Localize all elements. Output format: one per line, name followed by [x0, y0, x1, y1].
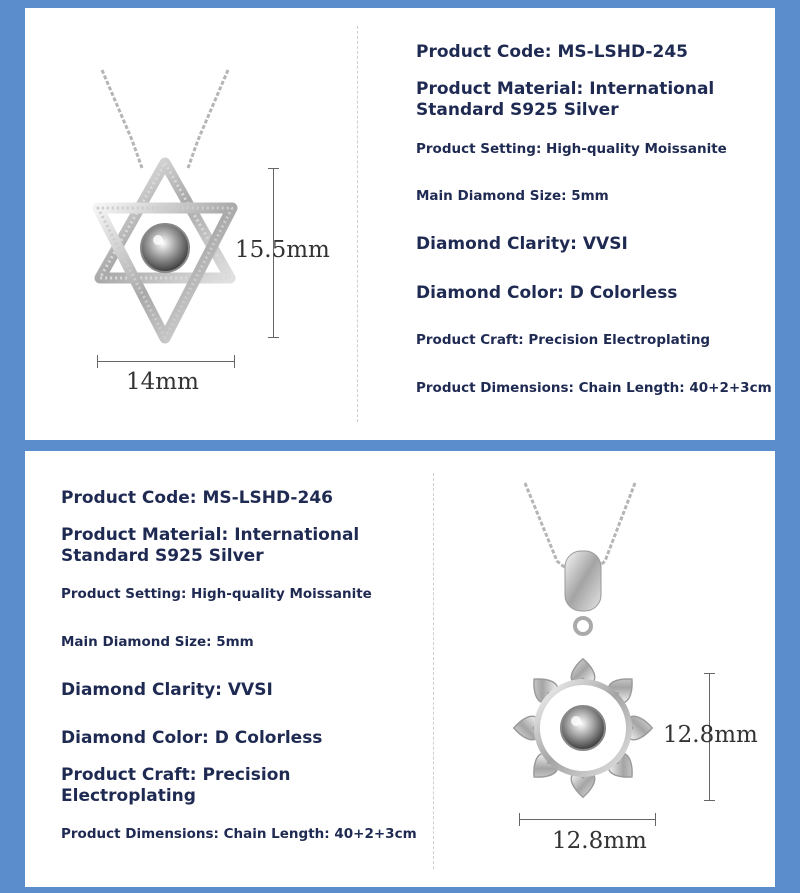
product-dimensions: Product Dimensions: Chain Length: 40+2+3cm [416, 380, 772, 396]
product-setting: Product Setting: High-quality Moissanite [61, 586, 372, 602]
product-craft: Product Craft: Precision Electroplating [416, 332, 711, 348]
height-dimension-label: 15.5mm [235, 237, 330, 263]
diamond-color: Diamond Color: D Colorless [61, 728, 323, 748]
heart-petal-icon [514, 716, 538, 740]
product-craft-line1: Product Craft: Precision [61, 765, 291, 785]
product-material-line1: Product Material: International [416, 79, 715, 99]
width-dimension-cap-right [234, 355, 235, 368]
width-dimension-line [97, 361, 235, 362]
height-dimension-cap-bottom [704, 800, 715, 801]
width-dimension-cap-left [519, 813, 520, 826]
diamond-clarity: Diamond Clarity: VVSI [61, 680, 273, 700]
heart-petal-icon [629, 716, 653, 740]
product-setting: Product Setting: High-quality Moissanite [416, 141, 727, 157]
product-panel-1 [25, 8, 775, 440]
main-diamond-size: Main Diamond Size: 5mm [416, 188, 609, 204]
width-dimension-label: 12.8mm [552, 828, 647, 854]
sunflower-heart-pendant-icon [495, 481, 675, 811]
product-material-line2: Standard S925 Silver [61, 546, 264, 566]
product-dimensions: Product Dimensions: Chain Length: 40+2+3cm [61, 826, 417, 842]
width-dimension-line [519, 819, 656, 820]
height-dimension-label: 12.8mm [663, 722, 758, 748]
divider [357, 26, 358, 422]
diamond-clarity: Diamond Clarity: VVSI [416, 234, 628, 254]
diamond-color: Diamond Color: D Colorless [416, 283, 678, 303]
divider [433, 473, 434, 869]
heart-petal-icon [526, 671, 559, 704]
heart-petal-icon [607, 752, 640, 785]
heart-petal-icon [607, 671, 640, 704]
heart-petal-icon [526, 752, 559, 785]
product-craft-line2: Electroplating [61, 786, 196, 806]
height-dimension-cap-top [268, 168, 279, 169]
width-dimension-label: 14mm [126, 369, 199, 395]
product-code: Product Code: MS-LSHD-245 [416, 42, 688, 62]
heart-petal-icon [571, 659, 595, 683]
product-material-line2: Standard S925 Silver [416, 100, 619, 120]
heart-petal-icon [571, 774, 595, 798]
height-dimension-cap-bottom [268, 337, 279, 338]
product-code: Product Code: MS-LSHD-246 [61, 488, 333, 508]
width-dimension-cap-right [655, 813, 656, 826]
product-material-line1: Product Material: International [61, 525, 360, 545]
width-dimension-cap-left [97, 355, 98, 368]
main-diamond-size: Main Diamond Size: 5mm [61, 634, 254, 650]
star-of-david-pendant-icon [80, 68, 250, 368]
height-dimension-cap-top [704, 673, 715, 674]
product-panel-2 [25, 451, 775, 887]
